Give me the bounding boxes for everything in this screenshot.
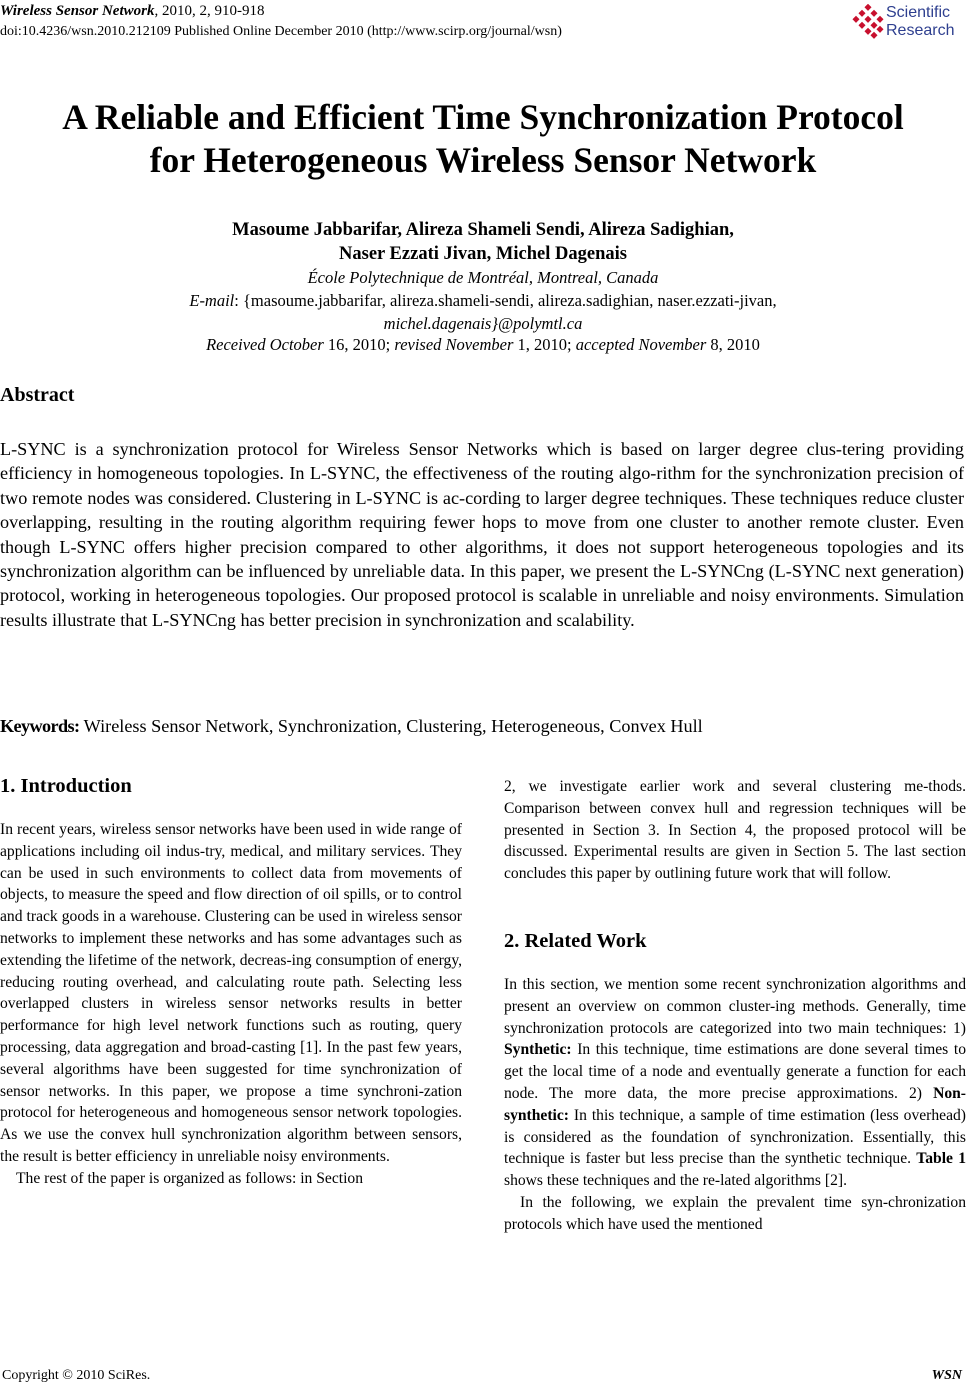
logo-dot (864, 28, 871, 35)
related-paragraph-1 (504, 974, 966, 1192)
footer-journal: WSN (931, 1368, 962, 1383)
logo-dot (870, 10, 877, 17)
related-text-d: shows these techniques and the re-lated algorithms [2]. (504, 1172, 847, 1190)
accepted-value: 8, 2010 (706, 335, 760, 354)
title-line-1: A Reliable and Efficient Time Synchronization Protocol (62, 97, 904, 137)
logo-dot (876, 16, 883, 23)
paper-title (0, 96, 966, 182)
logo-dot (870, 32, 877, 39)
received-value: 16, 2010; (323, 335, 395, 354)
logo-dot (864, 16, 871, 23)
accepted-label: accepted November (575, 335, 707, 354)
logo-dot (852, 16, 859, 23)
right-column-related (504, 974, 966, 1236)
logo-dot (858, 22, 865, 29)
author-list (0, 218, 966, 266)
revised-label: revised November (394, 335, 514, 354)
journal-info: , 2010, 2, 910-918 (154, 3, 265, 19)
publisher-logo (852, 2, 964, 42)
intro-paragraph-2-continued: 2, we investigate earlier work and several clustering me-thods. Comparison between convex hull and regression techniques will be presented in Section 3. In Section 4, the proposed protocol will be discussed. Experimental results are given in Section 5. The last section concludes this paper by outlining future work that will follow. (504, 778, 966, 883)
keywords (0, 716, 703, 737)
related-text-b: In this technique, time estimations are done several times to get the local time of a node and eventually generate a function for each node. The more data, the more precise approximations. 2) (504, 1041, 966, 1102)
intro-paragraph-2-start: The rest of the paper is organized as follows: in Section (16, 1169, 364, 1187)
left-column (0, 819, 462, 1190)
doi-line[interactable]: doi:10.4236/wsn.2010.212109 Published Online December 2010 (http://www.scirp.org/journal/wsn) (0, 24, 562, 39)
related-text-a: In this section, we mention some recent synchronization algorithms and present an overview on common cluster-ing methods. Generally, time synchronization protocols are categorized into two main techniques: 1) (504, 976, 966, 1037)
related-text-c: In this technique, a sample of time estimation (less overhead) is considered as the foundation of synchronization. Essentially, this technique is faster but less precise than the synthetic technique. (504, 1106, 966, 1168)
received-label: Received October (206, 335, 324, 354)
title-line-2: for Heterogeneous Wireless Sensor Network (149, 140, 817, 180)
email-line-1 (0, 289, 966, 312)
journal-name: Wireless Sensor Network (0, 3, 155, 19)
non-synthetic-term: Non-synthetic: (504, 1084, 966, 1124)
related-paragraph-2: In the following, we explain the prevalent time syn-chronization protocols which have used the mentioned (504, 1193, 966, 1233)
email-label: E-mail (189, 291, 235, 310)
authors-line-2: Naser Ezzati Jivan, Michel Dagenais (339, 244, 627, 264)
journal-citation (0, 3, 264, 20)
keywords-label: Keywords: (0, 716, 80, 736)
email-line-2: michel.dagenais}@polymtl.ca (383, 314, 583, 333)
logo-word-research: Research (886, 22, 955, 39)
abstract-heading: Abstract (0, 384, 75, 406)
publication-dates (0, 335, 966, 355)
footer-copyright: Copyright © 2010 SciRes. (2, 1368, 151, 1383)
authors-line-1: Masoume Jabbarifar, Alireza Shameli Sendi, Alireza Sadighian, (232, 220, 734, 240)
affiliation-block (0, 266, 966, 335)
right-column-top (504, 776, 966, 885)
logo-word-scientific: Scientific (886, 4, 951, 21)
synthetic-term: Synthetic: (504, 1041, 572, 1059)
logo-dot (858, 10, 865, 17)
section-heading-related-work: 2. Related Work (504, 930, 647, 952)
institution: École Polytechnique de Montréal, Montreal, Canada (307, 268, 659, 287)
logo-dot (870, 22, 877, 29)
table-reference[interactable]: Table 1 (916, 1150, 966, 1168)
email-addresses-1: : {masoume.jabbarifar, alireza.shameli-sendi, alireza.sadighian, naser.ezzati-jivan, (234, 291, 777, 310)
logo-dot (864, 4, 871, 11)
logo-mark-icon (852, 4, 884, 40)
intro-paragraph-1: In recent years, wireless sensor networks have been used in wide range of applications including oil indus-try, medical, and military services. They can be used in such environments to collect data from movements of objects, to measure the speed and flow direction of oil spills, or to control and track goods in a warehouse. Clustering can be used in wireless sensor networks to implement these networks and has some advantages such as extending the lifetime of the network, decreas-ing consumption of energy, reducing routing overhead, and calculating route path. Selecting less overlapped clusters in wireless sensor networks results in better performance for high level network functions such as routing, query processing, data aggregation and broad-casting [1]. In the past few years, several algorithms have been suggested for time synchronization of sensor networks. In this paper, we propose a time synchroni-zation protocol for heterogeneous and homogeneous sensor network topologies. As we use the convex hull synchronization algorithm between sensors, the result is better efficiency in unreliable noisy environments. (0, 821, 462, 1165)
keywords-list: Wireless Sensor Network, Synchronization, Clustering, Heterogeneous, Convex Hull (79, 716, 703, 736)
logo-dot (876, 26, 883, 33)
section-heading-introduction: 1. Introduction (0, 775, 132, 797)
abstract-text: L-SYNC is a synchronization protocol for Wireless Sensor Networks which is based on larger degree clus-tering providing efficiency in homogeneous topologies. In L-SYNC, the effectiveness of the routing algo-rithm for the synchronization precision of two remote nodes was considered. Clustering in L-SYNC is ac-cording to larger degree techniques. These techniques reduce cluster overlapping, resulting in the routing algorithm requiring fewer hops to move from one cluster to another remote cluster. Even though L-SYNC offers higher precision compared to other algorithms, it does not support heterogeneous topologies and its synchronization algorithm can be influenced by unreliable data. In this paper, we present the L-SYNCng (L-SYNC next generation) protocol, working in heterogeneous topologies. Our proposed protocol is scalable in unreliable and noisy environments. Simulation results illustrate that L-SYNCng has better precision in synchronization and scalability. (0, 439, 964, 630)
revised-value: 1, 2010; (513, 335, 576, 354)
